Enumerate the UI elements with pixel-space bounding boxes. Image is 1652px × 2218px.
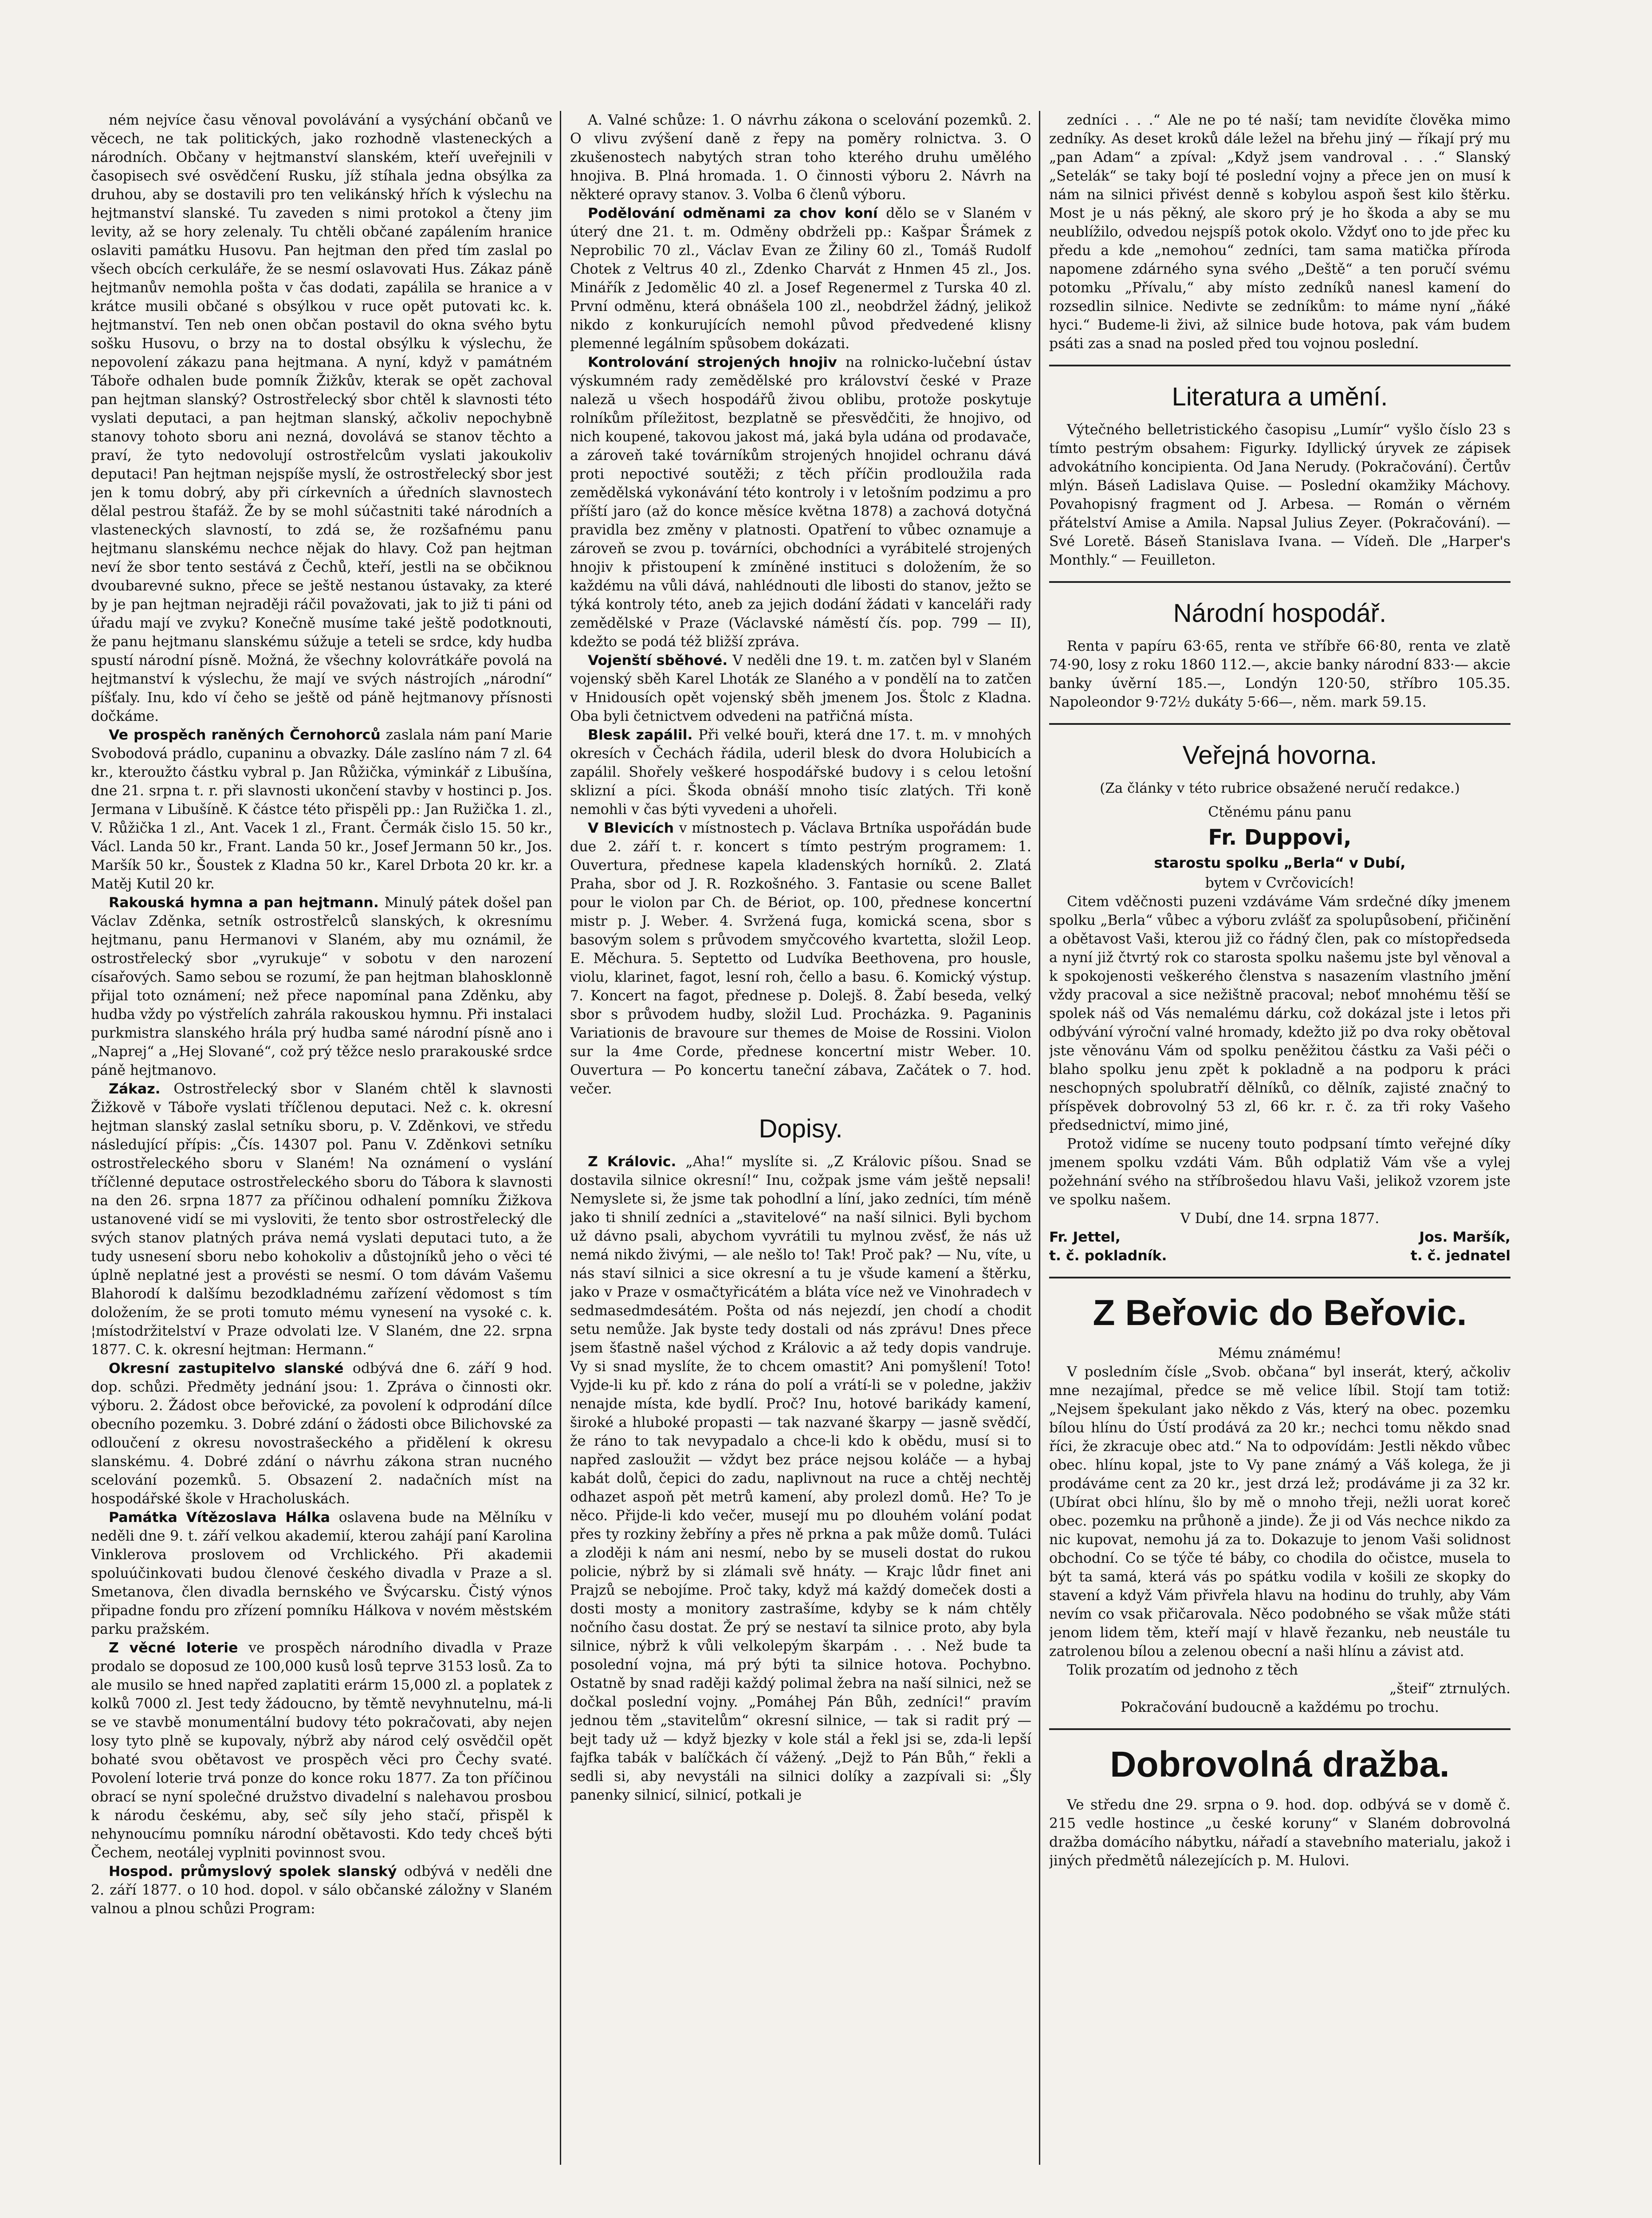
article-text: V neděli dne 19. t. m. zatčen byl v Slaném vojenský sběh Karel Lhoták ze Slaného a v pondělí na to zatčen v Hnidousích opět vojenský sběh jmenem Jos. Štolc z Kladna. Oba byli četnictvem odvedeni na patřičná místa. <box>570 653 1031 724</box>
article-text: na rolnicko-lučební ústav výskumném rady zemědělské pro království české v Praze naleză u všech hospodářů živou oblibu, protože poskytuje rolníkům příležitost, bezplatně se přesvědčiti, že hnojivo, od nich koupené, takovou jakost má, jaká byla udána od prodavače, a zároveň také továrníkům strojených hnojidel ochranu dává proti nepoctivé soutěži; z těch příčin prodloužila rada zemědělská vykonávání této kontroly i v letošním podzimu a pro příští jaro (až do konce měsíce května 1878) a zachová dotyčná pravidla bez změny v platnosti. Opatření to vůbec oznamuje a zároveň se zvou p. továrníci, obchodníci a vyrábitelé strojených hnojiv k přistoupení k zmíněné instituci s doložením, že so každému na vůli dává, nahlédnouti dle libosti do stanov, ježto se týká kontroly této, aneb za jejich dodání žádati v kanceláři rady zemědělské v Praze (Václavské náměstí čís. pop. 799 — II), kdežto se podá též bližší zpráva. <box>570 354 1031 650</box>
centered-line: V Dubí, dne 14. srpna 1877. <box>1180 1211 1380 1227</box>
article-lead: Z věcné loterie <box>109 1640 249 1656</box>
signature-name: Fr. Jettel, <box>1049 1229 1121 1245</box>
section-rule <box>1049 1277 1510 1278</box>
signature-line: „šteif“ ztrnulých. <box>1389 1681 1510 1697</box>
article-paragraph <box>570 111 1031 204</box>
section-heading: Dopisy. <box>759 1114 843 1143</box>
article-paragraph <box>1049 1661 1510 1679</box>
section-rule <box>1049 581 1510 583</box>
article-paragraph <box>91 1862 552 1918</box>
centered-line: Pokračování budoucně a každému po trochu. <box>1120 1699 1440 1715</box>
centered-line: bytem v Cvrčovicích! <box>1205 875 1355 891</box>
article-lead: Hospod. průmyslový spolek slanský <box>109 1864 404 1880</box>
article-paragraph <box>91 893 552 1080</box>
article-lead: Kontrolování strojených hnojiv <box>588 354 846 370</box>
section-note: (Za články v této rubrice obsažené neručí redakce.) <box>1100 780 1460 796</box>
article-lead: Rakouská hymna a pan hejtmann. <box>109 895 385 911</box>
signature-name: Jos. Maršík, <box>1419 1229 1510 1245</box>
article-text: v místnostech p. Václava Brtníka uspořádán bude due 2. září t. r. koncert s tímto pestrým programem: 1. Ouvertura, přednese kapela kladenských horníků. 2. Zlatá Praha, sbor od J. R. Rozkošného. 3. Fantasie ou scene Ballet pour le violon par Ch. de Bériot, op. 100, přednese koncertní mistr p. J. Weber. 4. Svržená fuga, komická scena, sbor s basovým solem s průvodem smyčcového kvartetta, složil Leop. E. Měchura. 5. Septetto od Ludvíka Beethovena, pro housle, violu, klarinet, fagot, lesní roh, čello a basu. 6. Komický výstup. 7. Koncert na fagot, přednese p. Dolejš. 8. Žabí beseda, velký sbor s průvodem hudby, složil Lud. Procházka. 9. Paganinis Variationis de bravoure sur themes de Moise de Rossini. Violon sur la 4me Corde, přednese koncertní mistr Weber. 10. Ouvertura — Po koncertu taneční zábava, Začátek o 7. hod. večer. <box>570 820 1031 1097</box>
article-lead: V Blevicích <box>588 820 679 836</box>
article-paragraph <box>91 726 552 893</box>
section-rule <box>1049 365 1510 366</box>
article-lead: Památka Vítězoslava Hálka <box>109 1510 339 1526</box>
signature-row <box>1049 1247 1510 1265</box>
article-text: Renta v papíru 63·65, renta ve stříbře 66·80, renta ve zlatě 74·90, losy z roku 1860 112.—, akcie banky národní 833·— akcie banky úvěrní 185.—, Londýn 120·50, stříbro 105.35. Napoleondor 9·72½ dukáty 5·66—, něm. mark 59.15. <box>1049 638 1510 710</box>
centered-line: Mému známému! <box>1218 1345 1342 1361</box>
signature-name: t. č. pokladník. <box>1049 1248 1167 1264</box>
article-text: oslavena bude na Mělníku v neděli dne 9. t. září velkou akademií, kterou zahájí paní Karolina Vinklerova proslovem od Vrchlického. Při akademii spoluúčinkovati budou členové českého divadla v Praze a sl. Smetanova, člen divadla bernského ve Švýcarsku. Čistý výnos připadne fondu pro zřízení pomníku Hálkova v novém městském parku pražském. <box>91 1510 552 1637</box>
article-paragraph <box>1049 421 1510 570</box>
column-2 <box>570 111 1031 2165</box>
article-paragraph <box>1049 637 1510 712</box>
section-heading: Literatura a umění. <box>1172 382 1388 411</box>
article-text: zedníci . . .“ Ale ne po té naší; tam nevidíte člověka mimo zedníky. As deset kroků dále ležel na břehu jiný — říkají prý mu „pan Adam“ a zpíval: „Když jsem vandroval . . .“ Slanský „Setelák“ se taky bojí té poslední vojny a přece jen on musí k nám na silnici přivést denně s kobylou aspoň šest kilo štěrku. Most je u nás pěkný, ale skoro prý je ho škoda a aby se mu neublížilo, odvedou nejspíš potok okolo. Vždyť ono to jde přec ku předu a kde „nemohou“ zedníci, tam sama matička příroda napomene zdárného syna svého „Deště“ a ten poručí svému potomku „Přívalu,“ aby místo zedníků nanesl kamení do rozsedlin silnice. Nedivte se zedníkům: to máme nyní „ňáké hyci.“ Budeme-li živi, až silnice bude hotova, pak vám budem psáti zas a snad na posled před tou vojnou poslední. <box>1049 112 1510 352</box>
addressee-title: starostu spolku „Berla“ v Dubí, <box>1154 854 1406 871</box>
signature-name: t. č. jednatel <box>1410 1248 1510 1264</box>
section-heading: Z Beřovic do Beřovic. <box>1093 1293 1467 1333</box>
article-lead: Okresní zastupitelvo slanské <box>109 1361 353 1376</box>
article-paragraph <box>91 1508 552 1639</box>
signature-row <box>1049 1228 1510 1247</box>
section-heading: Dobrovolná dražba. <box>1110 1744 1450 1785</box>
article-paragraph <box>91 111 552 726</box>
article-text: Výtečného belletristického časopisu „Lumír“ vyšlo číslo 23 s tímto pestrým obsahem: Figurky. Idyllický úryvek ze zápisek advokátního koncipienta. Od Jana Nerudy. (Pokračování). Čertův mlýn. Báseň Ladislava Quise. — Poslední okamžiky Máchovy. Povahopisný fragment od J. Arbesa. — Román o věrném přátelství Amise a Amila. Napsal Julius Zeyer. (Pokračování). — Své Loretě. Báseň Stanislava Ivana. — Vídeň. Dle „Harper's Monthly.“ — Feuilleton. <box>1049 422 1510 568</box>
section-heading: Národní hospodář. <box>1173 599 1387 628</box>
article-lead: Vojenští sběhové. <box>588 653 733 669</box>
section-rule <box>1049 723 1510 725</box>
column-divider <box>1039 111 1040 2165</box>
article-lead: Zákaz. <box>109 1081 174 1097</box>
article-text: Citem vděčnosti puzeni vzdáváme Vám srdečné díky jmenem spolku „Berla“ vůbec a výboru zvlášť za spolupůsobení, přičinění a obětavost Vaši, kterou již co řádný člen, pak co místopředseda a nyní již čtvrtý rok co starosta spolku našemu jste byl věnoval a k spokojenosti veškerého členstva s nasazením vlastního jmění vždy pracoval a sice nežištně pracoval; neboť mnohému těší se spolek náš od Vás nemalému dárku, což dokázal jste i letos při odbývání výroční valné hromady, kdežto již po dva roky obětoval jste věnovánu Vám od spolku peněžitou částku za Vaši péči o blaho spolku jenu zpět k pokladně a na podporu k práci neschopných spolubratří dělníků, co dělník, zajisté značný to příspěvek dobrovolný 53 zl, 66 kr. r. č. za tři roky Vašeho předsednictví, mimo jiné, <box>1049 894 1510 1133</box>
section-heading: Veřejná hovorna. <box>1182 741 1377 770</box>
centered-line: Ctěnému pánu panu <box>1208 804 1352 820</box>
column-divider <box>560 111 561 2165</box>
article-text: Tolik prozatím od jednoho z těch <box>1067 1662 1298 1678</box>
article-text: V posledním čísle „Svob. občana“ byl inserát, který, ačkoliv mne nezajímal, předce se mě velice líbil. Stojí tam totiž: „Nejsem špekulant jako někdo z Vás, který na obec. pozemku bílou hlínu do Ústí prodává za 20 kr.; nechci tomu někdo snad říci, že zkracuje obec atd.“ Na to odpovídám: Jestli někdo vůbec obec. hlínu kopal, jste to Vy pane známý a Váš kolega, že ji prodáváme cent za 20 kr., jest drzá lež; prodáváme ji za 32 kr. (Ubírat obci hlínu, šlo by mě o mnoho třeji, nežli uorat koreč obec. pozemku na průhoně a jinde). Že ji od Vás nechce nikdo za nic kupovat, nemohu já za to. Dokazuje to jenom Vaši solidnost obchodní. Co se týče té báby, co chodila do očistce, musela to být ta samá, která vás po spátku vodila v košili ze skopky do stavení a když Vám přivřela hlavu na hodinu do truhly, aby Vám nevím co vsak přičarovala. Něco podobného se však může státi jenom lidem těm, kteří mají v hlavě řezanku, neb neustále tu zatrolenou bílou a zelenou obecní a naši hlínu a závist atd. <box>1049 1364 1510 1660</box>
article-paragraph <box>1049 111 1510 353</box>
article-paragraph <box>91 1359 552 1508</box>
article-paragraph <box>570 651 1031 726</box>
article-text: Při velké bouři, která dne 17. t. m. v mnohých okresích v Čechách řádila, uderil blesk do dvora Holubicích a zapálil. Shořely veškeré hospodářské budovy i s celou letošní sklizní a píci. Škoda obnáší mnoho tisíc zlatých. Tři koně nemohli v čas býti vyvedeni a uhořeli. <box>570 727 1031 818</box>
article-text: A. Valné schůze: 1. O návrhu zákona o scelování pozemků. 2. O vlivu zvýšení daně z řepy na poměry rolnictva. 3. O zkušenostech nabytých stran toho kterého druhu umělého hnojiva. B. Plná hromada. 1. O činnosti výboru 2. Návrh na některé opravy stanov. 3. Volba 6 členů výboru. <box>570 112 1031 203</box>
article-text: Ostrostřelecký sbor v Slaném chtěl k slavnosti Žižkově v Táboře vyslati tříčlenou deputaci. Než c. k. okresní hejtman slanský zaslal setníku sboru, p. V. Zděnkovi, ve středu následující přípis: „Čís. 14307 pol. Panu V. Zděnkovi setníku ostrostřeleckého sboru v Slaném! Na oznámení o vyslání tříčlenné deputace ostrostřeleckého sboru do Tábora k slavnosti na den 26. srpna 1877 za příčinou odhalení pomníku Žižkova ustanovené vidí se mi vysloviti, že tento sbor ostrostřelecký dle svých stanov platných práva nemá vyslati deputaci tuto, a že tudy usnesení sboru nebo kohokoliv a důstojníků jeho o věci té úplně neplatné jest a provésti se nesmí. O tom dávám Vašemu Blahorodí k dalšímu bezodkladnému zařízení vědomost s tím doložením, že se proti tomuto mému vynesení na vysoké c. k. ¦místodržitelství v Praze odvolati lze. V Slaném, dne 22. srpna 1877. C. k. okresní hejtman: Hermann.“ <box>91 1081 552 1358</box>
article-lead: Blesk zapálil. <box>588 727 699 743</box>
article-paragraph <box>570 353 1031 651</box>
article-lead: Podělování odměnami za chov koní <box>588 205 886 221</box>
article-text: zaslala nám paní Marie Svobodová prádlo, cupaninu a obvazky. Dále zaslíno nám 7 zl. 64 kr., kteroužto částku vybral p. Jan Růžička, výminkář z Libušína, dne 21. srpna t. r. při slavnosti ukončení stavby v hostinci p. Jos. Jermana v Libušíně. K částce této přispěli pp.: Jan Ružička 1. zl., V. Růžička 1 zl., Ant. Vacek 1 zl., Frant. Čermák čislo 15. 50 kr., Václ. Landa 50 kr., Frant. Landa 50 kr., Josef Jermann 50 kr., Jos. Maršík 50 kr., Šoustek z Kladna 50 kr., Karel Drbota 20 kr. kr. a Matěj Kutil 20 kr. <box>91 727 552 892</box>
article-text: ve prospěch národního divadla v Praze prodalo se doposud ze 100,000 kusů losů teprve 3153 losů. Za to ale musilo se hned napřed zaplatiti erárm 15,000 zl. a poplatek z kolků 7000 zl. Jest tedy žádoucno, by těmtě nevyhnutelnu, má-li se ve stavbě monumentální budovy této pokračovati, aby nejen losy tyto plně se kupovaly, nýbrž aby národ celý osvědčil opět bohaté svou obětavost ve prospěch věci pro Čechy svaté. Povolení loterie trvá ponze do konce roku 1877. Za ton příčinou obrací se nyní společné družstvo divadelní s nalehavou prosbou k národu českému, aby, seč síly jeho stačí, přispěl k nehynoucímu pomníku národní obětavosti. Kdo tedy chceš býti Čechem, neotálej vyplniti povinnost svou. <box>91 1640 552 1861</box>
article-text: Protož vidíme se nuceny touto podpsaní tímto veřejné díky jmenem spolku vzdáti Vám. Bůh odplatiž Vám vše a vylej požehnání svého na stříbrošedou hlavu Vaši, jelikož vzorem jste ve spolku našem. <box>1049 1136 1510 1208</box>
article-paragraph <box>1049 1363 1510 1661</box>
article-text: odbývá v neděli dne 2. září 1877. o 10 hod. dopol. v sálo občanské záložny v Slaném valnou a plnou schůzi Program: <box>91 1864 552 1917</box>
column-1 <box>91 111 552 2165</box>
article-paragraph <box>1049 893 1510 1135</box>
article-text: odbývá dne 6. září 9 hod. dop. schůzi. Předměty jednání jsou: 1. Zpráva o činnosti okr. výboru. 2. Žádost obce beřovické, za povolení k odprodání dílce obecního pozemku. 3. Dobré zdání o žádosti obce Bilichovské za odloučení z okresu novostrašeckého a přidělení k okresu slanskému. 4. Dobré zdání o návrhu zákona stran nucného scelování pozemků. 5. Obsazení 2. nadačních míst na hospodářské škole v Hracholuskách. <box>91 1361 552 1507</box>
article-lead: Ve prospěch raněných Černohorců <box>109 727 386 743</box>
article-paragraph <box>91 1080 552 1359</box>
article-text: „Aha!“ myslíte si. „Z Královic píšou. Snad se dostavila silnice okresní!“ Inu, cožpak jsme vám ještě nepsali! Nemyslete si, že jsme tak pohodlní a líní, jako zedníci, tím méně jako ti shnilí zedníci a „stavitelové“ na naší silnici. Byli bychom už dávno psali, abychom vyvrátili tu mylnou zvěsť, že nás už nemá nikdo živými, — ale nešlo to! Tak! Proč pak? — Nu, víte, u nás staví silnici a sice okresní a tu je všude kamení a štěrku, jako v Praze v osmačtyřicátém a bláta více než ve Vinohradech v sedmasedmdesátém. Pošta od nás nejezdí, jen chodí a chodit setu nemůže. Jak byste tedy dostali od nás zprávu! Dnes přece jsem šťastně našel východ z Královic a až tedy dopis vandruje. Vy si snad myslíte, že to chcem omastit? Ani pomyšlení! Toto! Vyjde-li ku př. kdo z rána do polí a vrátí-li se v poledne, jakživ nenajde místa, kde bydlí. Proč? Inu, hotové barikády kamení, široké a hluboké propasti — tak nazvané škarpy — jasně svědčí, že ráno to tak nevypadalo a chce-li kdo k obědu, musí si to napřed zasloužit — vždyt bez práce nejsou koláče — a hybaj kabát dolů, čepici do zadu, naplivnout na ruce a chtěj nechtěj odhazet aspoň pět metrů kamení, aby prolezl domů. He? To je něco. Přijde-li kdo večer, musejí mu po dlouhém volání podat přes ty rozkiny žebříny a přes ně prkna a pak může domů. Tuláci a zloději k nám ani nesmí, nebo by se museli dostat do rukou policie, nýbrž by si zlámali svě hnáty. — Krajc lůdr finet ani Prajzů se nebojíme. Proč taky, když má každý domeček dosti a dosti mosty a monitory zastrašíme, kdyby se k nám chtěly nočního času dostat. Že prý se nestaví ta silnice proto, aby byla silnice, nýbrž k vůli velkolepým škarpám . . . Než bude ta posolední vojna, má prý býti ta silnice hotova. Pochybno. Ostatně by snad raději každý polimal žebra na naší silnici, než se dočkal poslední vojny. „Pomáhej Pán Bůh, zedníci!“ pravím jednou těm „stavitelům“ okresní silnice, — tak si radit prý — bejt tady už — když bjezky v kole stál a řekl jsi se, zda-li lepší fajfka tabák v balíčkách čí vážený. „Dejž to Pán Bůh,“ řekli a sedli si, aby nevystáli na silnici dolíky a zazpívali si: „Šly panenky silnicí, silnicí, potkali je <box>570 1154 1031 1803</box>
article-paragraph <box>570 1152 1031 1805</box>
article-paragraph <box>1049 1135 1510 1209</box>
article-text: ném nejvíce času věnoval povolávání a vysýchání občanů ve věcech, ne tak politických, jako rozhodně vlasteneckých a národních. Občany v hejtmanství slanském, kteří uveřejnili v časopisech své osvědčení Rusku, jíž stíhala jedna obsýlka za druhou, aby se dostavili pro ten velikánský hřích k výslechu na hejtmanství slanské. Tu zaveden s nimi protokol a čteny jim levity, až se hory zelenaly. Tu chtěli občané zapálením hranice oslaviti památku Husovu. Pan hejtman den před tím zaslal po všech obcích cerkuláře, že se nesmí oslavovati Hus. Zákaz páně hejtmanův nemohla pošta v čas dodati, zapálila se hranice a v krátce musili občané s obsýlkou v ruce opět putovati kc. k. hejtmanství. Ten neb onen občan postavil do okna svého bytu sošku Husovu, o brzy na to dostal obsýlku k výslechu, že nepovolení zákazu pana hejtmana. A nyní, když v památném Táboře odhalen bude pomník Žižkův, kterak se opět zachoval pan hejtman slanský? Ostrostřelecký sbor chtěl k slavnosti této vyslati deputaci, a pan hejtman slanský, ačkoliv nepochybně stanovy tohoto sboru ani nezná, dovolává se stanov těchto a praví, že tyto nedovolují ostrostřelcům vyslati jakoukoliv deputaci! Pan hejtman nejspíše myslí, že ostrostřelecký sbor jest jen k tomu dobrý, aby při církevních a úředních slavnostech dělal pestrou štafáž. Že by se mohl súčastniti také národních a vlasteneckých slavností, to zdá se, že rozšafnému panu hejtmanu slanskému nechce nějak do hlavy. Což pan hejtman neví že sbor tento sestává z Čechů, kteří, jestli na se občiknou dvoubarevné sukno, přece se ještě nestanou ústavaky, za které by je pan hejtman nejraději ráčil považovati, jak to již ti páni od úřadu mají ve zvyku? Konečně musíme také ještě podotknouti, že panu hejtmanu slanskému súžuje a teteli se srdce, kdy hudba spustí národní písně. Možná, že všechny kolovrátkáře povolá na hejtmanství k výslechu, že mají ve svých nástrojích „národní“ píšťaly. Inu, kdo ví čeho se ještě od páně hejtmanovy přísnosti dočkáme. <box>91 112 552 724</box>
article-text: dělo se v Slaném v úterý dne 21. t. m. Odměny obdrželi pp.: Kašpar Šrámek z Neprobilic 70 zl., Václav Evan ze Žiliny 60 zl., Tomáš Rudolf Chotek z Veltrus 40 zl., Zdenko Charvát z Hnmen 45 zl., Jos. Minářík z Jedomělic 40 zl. a Josef Regenermel z Turska 40 zl. První odměnu, která obnášela 100 zl., neobdržel žádný, jelikož nikdo z konkurujících nemohl původ předvedené klisny plemenné legálním spůsobem dokázati. <box>570 205 1031 352</box>
article-paragraph <box>1049 1796 1510 1870</box>
article-paragraph <box>91 1639 552 1862</box>
section-rule <box>1049 1728 1510 1730</box>
article-paragraph <box>570 819 1031 1098</box>
article-paragraph <box>570 726 1031 819</box>
column-3 <box>1049 111 1510 2165</box>
article-text: Minulý pátek došel pan Václav Zděnka, setník ostrostřelců slanských, k okresnímu hejtmanu, panu Hermanovi v Slaném, aby mu oznámil, že ostrostřelecký sbor „vyrukuje“ v sobotu v den narození císařových. Samo sebou se rozumí, že pan hejtman blahosklonně přijal toto oznámení; než přece napomínal pana Zděnku, aby hudba vždy po výstřelích zahrála rakouskou hymnu. Při instalaci purkmistra slanského hrála prý hudba samé národní písně ano i „Naprej“ a „Hej Slované“, což prý těžce neslo prarakouské srdce páně hejtmanovo. <box>91 895 552 1078</box>
article-paragraph <box>570 204 1031 353</box>
article-lead: Z Královic. <box>588 1154 686 1170</box>
addressee-name: Fr. Duppovi, <box>1208 825 1352 850</box>
article-text: Ve středu dne 29. srpna o 9. hod. dop. odbývá se v domě č. 215 vedle hostince „u české koruny“ v Slaném dobrovolná dražba domácího nábytku, nářadí a stavebního materialu, jakož i jiných předmětů nálezejících p. M. Hulovi. <box>1049 1797 1510 1869</box>
